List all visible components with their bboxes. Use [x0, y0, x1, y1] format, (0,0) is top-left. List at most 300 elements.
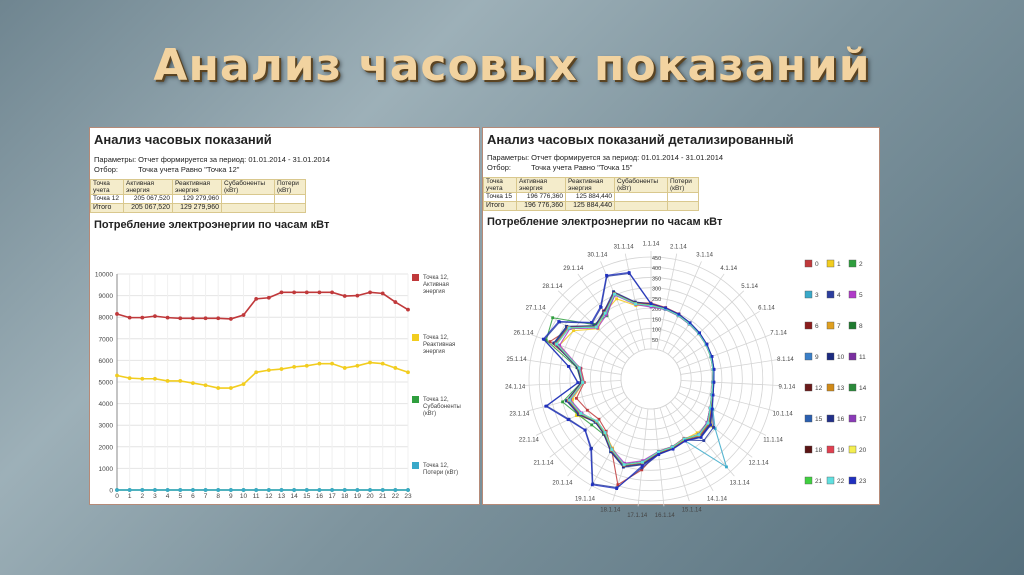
table-cell	[668, 202, 699, 211]
x-tick-label: 3	[153, 493, 157, 500]
legend-label: Точка 12,	[423, 335, 449, 341]
legend-label: Потери (кВт)	[423, 470, 459, 476]
legend-label: 5	[859, 292, 863, 299]
y-tick-label: 8000	[98, 314, 113, 322]
table-cell: 196 776,360	[517, 202, 566, 211]
legend-swatch	[849, 415, 856, 422]
data-point	[542, 338, 545, 341]
data-point	[711, 355, 714, 358]
table-header: Потери (кВт)	[275, 180, 306, 195]
legend-label: (кВт)	[423, 411, 437, 417]
category-label: 21.1.14	[533, 460, 554, 467]
r-tick-label: 200	[652, 307, 662, 314]
data-point	[153, 314, 157, 318]
y-tick-label: 0	[109, 487, 113, 495]
data-point	[178, 316, 182, 320]
category-label: 10.1.14	[772, 411, 793, 418]
data-point	[216, 488, 220, 492]
data-point	[580, 412, 583, 415]
x-tick-label: 6	[191, 493, 195, 500]
legend-label: 4	[837, 292, 841, 299]
data-point	[242, 313, 246, 317]
category-label: 24.1.14	[505, 384, 526, 391]
y-tick-label: 1000	[98, 465, 113, 473]
data-point	[368, 488, 372, 492]
left-report-panel	[89, 127, 480, 505]
data-point	[355, 488, 359, 492]
table-row	[91, 195, 306, 204]
category-label: 28.1.14	[542, 283, 563, 290]
right-report-panel	[482, 127, 880, 519]
data-point	[115, 488, 119, 492]
data-point	[575, 397, 578, 400]
table-cell	[668, 193, 699, 202]
legend-label: 12	[815, 385, 823, 392]
category-label: 16.1.14	[654, 512, 675, 519]
table-cell: Итого	[91, 204, 124, 213]
data-point	[368, 290, 372, 294]
right-params-line	[487, 153, 723, 163]
legend-swatch	[849, 260, 856, 267]
data-point	[697, 433, 700, 436]
category-label: 31.1.14	[613, 244, 634, 251]
category-label: 3.1.14	[696, 252, 713, 259]
legend-label: 15	[815, 416, 823, 423]
data-point	[591, 483, 594, 486]
data-point	[178, 488, 182, 492]
legend-swatch	[805, 322, 812, 329]
data-point	[330, 362, 334, 366]
data-point	[406, 370, 410, 374]
data-point	[406, 308, 410, 312]
data-point	[229, 386, 233, 390]
data-point	[140, 377, 144, 381]
data-point	[355, 294, 359, 298]
data-point	[589, 448, 592, 451]
spoke	[523, 381, 621, 386]
legend-swatch	[412, 274, 419, 281]
data-point	[610, 448, 613, 451]
data-point	[561, 400, 564, 403]
x-tick-label: 8	[216, 493, 221, 500]
data-point	[330, 290, 334, 294]
x-tick-label: 21	[379, 493, 387, 500]
data-point	[191, 488, 195, 492]
table-header: Активная энергия	[517, 178, 566, 193]
legend-label: Точка 12,	[423, 275, 449, 281]
data-point	[706, 422, 709, 425]
radar-chart	[483, 232, 879, 519]
table-cell: 205 067,520	[124, 195, 173, 204]
data-point	[581, 381, 584, 384]
legend-swatch	[805, 477, 812, 484]
x-tick-label: 2	[140, 493, 145, 500]
params-value: Отчет формируется за период: 01.01.2014 - 31.01.2014	[138, 155, 331, 164]
legend-label: энергия	[423, 349, 445, 355]
category-label: 9.1.14	[778, 384, 796, 391]
data-point	[381, 488, 385, 492]
table-header: Реактивная энергия	[173, 180, 222, 195]
radial-gridline	[611, 339, 691, 419]
category-label: 17.1.14	[627, 512, 648, 519]
data-point	[267, 368, 271, 372]
legend-label: 7	[837, 323, 841, 330]
legend-label: 20	[859, 447, 867, 454]
data-point	[166, 488, 170, 492]
series-line	[117, 363, 408, 388]
data-point	[166, 379, 170, 383]
category-label: 23.1.14	[509, 411, 530, 418]
data-point	[623, 463, 626, 466]
legend-label: 6	[815, 323, 819, 330]
legend-label: 0	[815, 261, 819, 268]
filter-label: Отбор:	[94, 165, 118, 174]
legend-swatch	[412, 462, 419, 469]
table-cell: 129 279,960	[173, 204, 222, 213]
legend-label: 17	[859, 416, 867, 423]
category-label: 18.1.14	[600, 507, 621, 514]
legend-label: 19	[837, 447, 845, 454]
category-label: 20.1.14	[552, 480, 573, 487]
params-label: Параметры:	[94, 155, 137, 164]
data-point	[615, 487, 618, 490]
category-label: 22.1.14	[518, 437, 539, 444]
data-point	[242, 488, 246, 492]
legend-swatch	[849, 477, 856, 484]
right-chart-title: Потребление электроэнергии по часам кВт	[487, 216, 723, 228]
legend-label: 9	[815, 354, 819, 361]
data-point	[568, 399, 571, 402]
data-point	[355, 364, 359, 368]
legend-label: 23	[859, 478, 867, 485]
data-point	[204, 383, 208, 387]
category-label: 29.1.14	[563, 265, 584, 272]
spoke	[681, 381, 779, 386]
params-value: Отчет формируется за период: 01.01.2014 - 31.01.2014	[531, 153, 724, 162]
r-tick-label: 150	[652, 317, 662, 324]
series-line	[117, 292, 408, 319]
data-point	[140, 316, 144, 320]
data-point	[254, 297, 258, 301]
table-header: Активная энергия	[124, 180, 173, 195]
data-point	[613, 293, 616, 296]
table-cell: Точка 12	[91, 195, 124, 204]
data-point	[709, 424, 712, 427]
spoke	[681, 360, 778, 375]
r-tick-label: 50	[652, 337, 659, 344]
legend-label: 2	[859, 261, 863, 268]
data-point	[576, 381, 579, 384]
data-point	[700, 436, 703, 439]
data-point	[595, 419, 598, 422]
data-point	[711, 408, 714, 411]
data-point	[664, 307, 667, 310]
data-point	[657, 453, 660, 456]
legend-swatch	[827, 322, 834, 329]
data-point	[292, 365, 296, 369]
left-summary-table	[90, 179, 306, 213]
data-point	[702, 439, 705, 442]
y-tick-label: 5000	[98, 379, 113, 387]
legend-label: 22	[837, 478, 845, 485]
x-tick-label: 14	[290, 493, 298, 500]
data-point	[551, 316, 554, 319]
data-point	[590, 423, 593, 426]
right-summary-table	[483, 177, 699, 211]
data-point	[555, 343, 558, 346]
legend-swatch	[849, 322, 856, 329]
data-point	[267, 488, 271, 492]
table-total-row	[484, 202, 699, 211]
table-header: Точка учета	[484, 178, 517, 193]
category-label: 12.1.14	[748, 460, 769, 467]
data-point	[115, 312, 119, 316]
x-tick-label: 5	[178, 493, 183, 500]
data-point	[641, 464, 644, 467]
data-point	[628, 271, 631, 274]
data-point	[178, 379, 182, 383]
data-point	[578, 367, 581, 370]
table-total-row	[91, 204, 306, 213]
legend-swatch	[805, 291, 812, 298]
data-point	[191, 381, 195, 385]
data-point	[128, 316, 132, 320]
data-point	[677, 313, 680, 316]
table-cell: Точка 15	[484, 193, 517, 202]
category-label: 27.1.14	[525, 305, 546, 312]
data-point	[191, 316, 195, 320]
table-cell: 205 067,520	[124, 204, 173, 213]
legend-swatch	[849, 353, 856, 360]
data-point	[684, 440, 687, 443]
category-label: 15.1.14	[681, 507, 702, 514]
data-point	[604, 312, 607, 315]
y-tick-label: 2000	[98, 444, 113, 452]
filter-value: Точка учета Равно "Точка 15"	[531, 163, 633, 172]
category-label: 25.1.14	[506, 356, 527, 363]
table-header: Субабоненты (кВт)	[615, 178, 668, 193]
data-point	[713, 368, 716, 371]
data-point	[689, 321, 692, 324]
legend-swatch	[805, 260, 812, 267]
category-label: 8.1.14	[777, 356, 794, 363]
data-point	[343, 366, 347, 370]
data-point	[216, 386, 220, 390]
data-point	[368, 361, 372, 365]
data-point	[381, 362, 385, 366]
category-label: 13.1.14	[729, 480, 750, 487]
data-point	[590, 321, 593, 324]
x-tick-label: 0	[115, 493, 119, 500]
data-point	[229, 488, 233, 492]
table-cell: 196 776,360	[517, 193, 566, 202]
data-point	[128, 488, 132, 492]
legend-label: Субабоненты	[423, 404, 461, 410]
spoke	[678, 392, 766, 435]
right-filter-line	[487, 163, 632, 173]
data-point	[698, 331, 701, 334]
data-point	[254, 488, 258, 492]
legend-swatch	[805, 353, 812, 360]
category-label: 30.1.14	[587, 252, 608, 259]
category-label: 5.1.14	[741, 283, 758, 290]
legend-swatch	[805, 384, 812, 391]
data-point	[586, 409, 589, 412]
category-label: 2.1.14	[670, 244, 687, 251]
data-point	[343, 488, 347, 492]
table-cell: 125 884,440	[566, 202, 615, 211]
x-tick-label: 1	[127, 493, 132, 500]
data-point	[381, 292, 385, 296]
category-label: 4.1.14	[720, 265, 738, 272]
data-point	[330, 488, 334, 492]
data-point	[343, 294, 347, 298]
legend-swatch	[849, 446, 856, 453]
r-tick-label: 300	[652, 286, 662, 293]
data-point	[128, 376, 132, 380]
left-params-line	[94, 155, 330, 165]
table-cell: Итого	[484, 202, 517, 211]
data-point	[725, 466, 728, 469]
data-point	[557, 320, 560, 323]
data-point	[318, 290, 322, 294]
legend-label: 13	[837, 385, 845, 392]
data-point	[599, 305, 602, 308]
y-tick-label: 10000	[94, 271, 113, 279]
data-point	[634, 303, 637, 306]
data-point	[641, 461, 644, 464]
x-tick-label: 15	[303, 493, 311, 500]
data-point	[280, 367, 284, 371]
legend-label: 11	[859, 354, 866, 361]
data-point	[615, 297, 618, 300]
data-point	[544, 405, 547, 408]
data-point	[712, 426, 715, 429]
data-point	[305, 364, 309, 368]
x-tick-label: 11	[252, 493, 260, 500]
filter-label: Отбор:	[487, 163, 511, 172]
legend-label: 21	[815, 478, 823, 485]
data-point	[567, 365, 570, 368]
data-point	[140, 488, 144, 492]
data-point	[604, 431, 607, 434]
table-cell: 125 884,440	[566, 193, 615, 202]
x-tick-label: 9	[229, 493, 233, 500]
category-label: 7.1.14	[770, 330, 787, 337]
data-point	[318, 488, 322, 492]
filter-value: Точка учета Равно "Точка 12"	[138, 165, 240, 174]
legend-label: 14	[859, 385, 867, 392]
data-point	[267, 296, 271, 300]
series-line	[554, 292, 714, 467]
data-point	[292, 488, 296, 492]
table-cell	[275, 204, 306, 213]
table-cell	[615, 202, 668, 211]
x-tick-label: 22	[391, 493, 399, 500]
data-point	[318, 362, 322, 366]
right-report-title: Анализ часовых показаний детализированный	[487, 132, 794, 147]
data-point	[712, 394, 715, 397]
x-tick-label: 12	[265, 493, 273, 500]
data-point	[305, 488, 309, 492]
r-tick-label: 100	[652, 327, 662, 334]
y-tick-label: 4000	[98, 401, 113, 409]
data-point	[393, 488, 397, 492]
legend-swatch	[827, 446, 834, 453]
category-label: 19.1.14	[574, 496, 596, 503]
data-point	[153, 377, 157, 381]
data-point	[568, 327, 571, 330]
x-tick-label: 19	[353, 493, 362, 500]
legend-label: Точка 12,	[423, 463, 449, 469]
r-tick-label: 350	[652, 276, 662, 283]
category-label: 14.1.14	[706, 496, 728, 503]
data-point	[166, 316, 170, 320]
y-tick-label: 7000	[98, 336, 113, 344]
table-cell	[615, 193, 668, 202]
legend-label: Точка 12,	[423, 397, 449, 403]
data-point	[406, 488, 410, 492]
table-header: Потери (кВт)	[668, 178, 699, 193]
left-chart-title: Потребление электроэнергии по часам кВт	[94, 219, 330, 231]
category-label: 11.1.14	[763, 437, 783, 444]
data-point	[572, 329, 575, 332]
legend-swatch	[827, 384, 834, 391]
data-point	[254, 370, 258, 374]
category-label: 1.1.14	[642, 241, 660, 248]
table-header: Реактивная энергия	[566, 178, 615, 193]
legend-swatch	[849, 291, 856, 298]
y-tick-label: 3000	[98, 422, 113, 430]
left-report-title: Анализ часовых показаний	[94, 132, 272, 147]
x-tick-label: 17	[328, 493, 336, 500]
y-tick-label: 9000	[98, 293, 113, 301]
category-label: 26.1.14	[513, 330, 534, 337]
table-row	[484, 193, 699, 202]
r-tick-label: 450	[652, 256, 662, 262]
data-point	[595, 326, 598, 329]
legend-label: Реактивная	[423, 342, 456, 348]
legend-label: 10	[837, 354, 845, 361]
data-point	[216, 316, 220, 320]
legend-swatch	[805, 415, 812, 422]
category-label: 6.1.14	[758, 305, 775, 312]
x-tick-label: 4	[165, 493, 170, 500]
left-filter-line	[94, 165, 239, 175]
data-point	[280, 290, 284, 294]
legend-swatch	[849, 384, 856, 391]
data-point	[605, 274, 608, 277]
legend-label: 1	[837, 261, 841, 268]
legend-label: 16	[837, 416, 845, 423]
data-point	[657, 451, 660, 454]
x-tick-label: 10	[239, 493, 248, 500]
data-point	[153, 488, 157, 492]
legend-label: 18	[815, 447, 823, 454]
data-point	[393, 366, 397, 370]
r-tick-label: 400	[652, 266, 662, 273]
data-point	[280, 488, 284, 492]
data-point	[204, 488, 208, 492]
legend-label: 3	[815, 292, 819, 299]
x-tick-label: 13	[277, 493, 286, 500]
params-label: Параметры:	[487, 153, 530, 162]
data-point	[393, 300, 397, 304]
x-tick-label: 7	[203, 493, 208, 500]
line-chart	[90, 234, 479, 504]
data-point	[672, 448, 675, 451]
legend-label: Активная	[423, 282, 449, 288]
